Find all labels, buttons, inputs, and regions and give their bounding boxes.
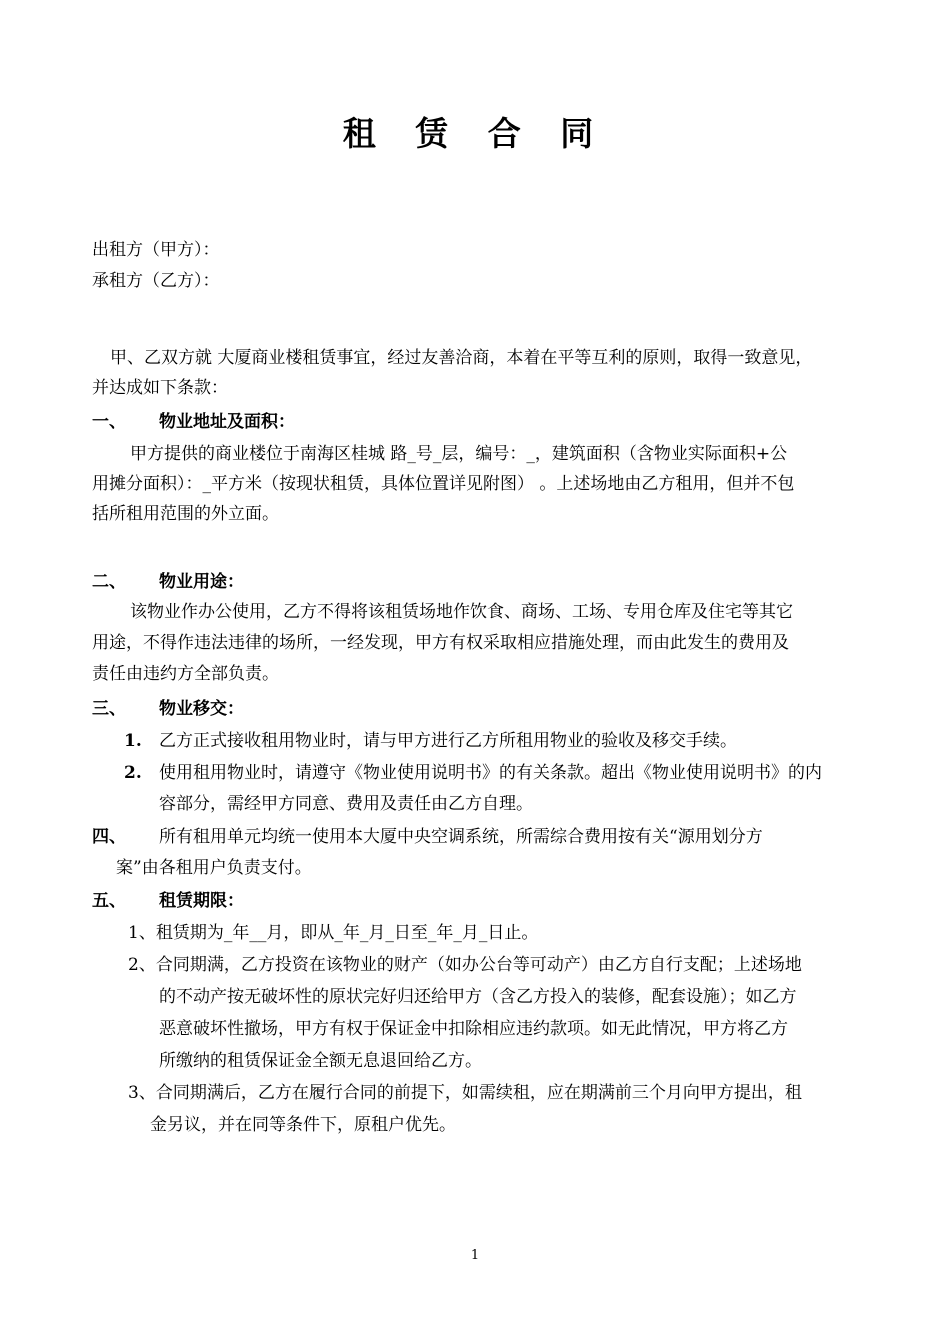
section-title: 物业地址及面积： bbox=[159, 412, 295, 432]
preamble-line: 甲、乙双方就 大厦商业楼租赁事宜，经过友善洽商，本着在平等互利的原则，取得一致意见， bbox=[110, 348, 813, 368]
section-number: 二、 bbox=[92, 572, 126, 592]
section-text: 案”由各租用户负责支付。 bbox=[116, 858, 312, 878]
section-2-body bbox=[92, 600, 793, 686]
body-line: 用摊分面积）：_平方米（按现状租赁，具体位置详见附图） 。上述场地由乙方租用，但并不包 bbox=[92, 474, 795, 494]
lessee-line: 承租方（乙方）： bbox=[92, 271, 220, 291]
body-line: 责任由违约方全部负责。 bbox=[92, 664, 279, 684]
term-item: 2、合同期满，乙方投资在该物业的财产（如办公台等可动产）由乙方自行支配；上述场地 bbox=[128, 955, 802, 975]
term-item-continued: 所缴纳的租赁保证金全额无息退回给乙方。 bbox=[159, 1051, 482, 1071]
item-text: 乙方正式接收租用物业时，请与甲方进行乙方所租用物业的验收及移交手续。 bbox=[159, 731, 737, 751]
section-number: 四、 bbox=[92, 827, 126, 847]
item-number: 1. bbox=[124, 731, 142, 751]
section-title: 物业移交： bbox=[159, 699, 244, 719]
preamble-line: 并达成如下条款： bbox=[92, 378, 228, 398]
section-number: 三、 bbox=[92, 699, 126, 719]
section-text: 所有租用单元均统一使用本大厦中央空调系统，所需综合费用按有关“源用划分方 bbox=[159, 827, 763, 847]
preamble bbox=[92, 346, 812, 400]
term-item-continued: 的不动产按无破坏性的原状完好归还给甲方（含乙方投入的装修，配套设施）；如乙方 bbox=[159, 987, 797, 1007]
body-line: 括所租用范围的外立面。 bbox=[92, 504, 279, 524]
lessor-line: 出租方（甲方）： bbox=[92, 240, 220, 260]
term-item-continued: 恶意破坏性撤场，甲方有权于保证金中扣除相应违约款项。如无此情况，甲方将乙方 bbox=[159, 1019, 788, 1039]
item-text: 使用租用物业时，请遵守《物业使用说明书》的有关条款。超出《物业使用说明书》的内 bbox=[159, 763, 822, 783]
section-title: 物业用途： bbox=[159, 572, 244, 592]
section-1-body bbox=[92, 442, 794, 526]
body-line: 用途，不得作违法违律的场所，一经发现，甲方有权采取相应措施处理，而由此发生的费用及 bbox=[92, 633, 789, 653]
page-number: 1 bbox=[470, 1248, 480, 1263]
section-number: 一、 bbox=[92, 412, 126, 432]
body-line: 甲方提供的商业楼位于南海区桂城 路_号_层，编号：_，建筑面积（含物业实际面积+公 bbox=[130, 444, 788, 464]
item-number: 2. bbox=[124, 763, 142, 783]
section-number: 五、 bbox=[92, 891, 126, 911]
item-text: 容部分，需经甲方同意、费用及责任由乙方自理。 bbox=[159, 794, 533, 814]
term-item: 1、租赁期为_年__月，即从_年_月_日至_年_月_日止。 bbox=[128, 923, 539, 943]
term-item: 3、合同期满后，乙方在履行合同的前提下，如需续租，应在期满前三个月向甲方提出，租 bbox=[128, 1083, 802, 1103]
contract-title: 租 赁 合 同 bbox=[342, 114, 608, 153]
section-title: 租赁期限： bbox=[159, 891, 244, 911]
term-item-continued: 金另议，并在同等条件下，原租户优先。 bbox=[150, 1115, 456, 1135]
body-line: 该物业作办公使用，乙方不得将该租赁场地作饮食、商场、工场、专用仓库及住宅等其它 bbox=[130, 602, 793, 622]
